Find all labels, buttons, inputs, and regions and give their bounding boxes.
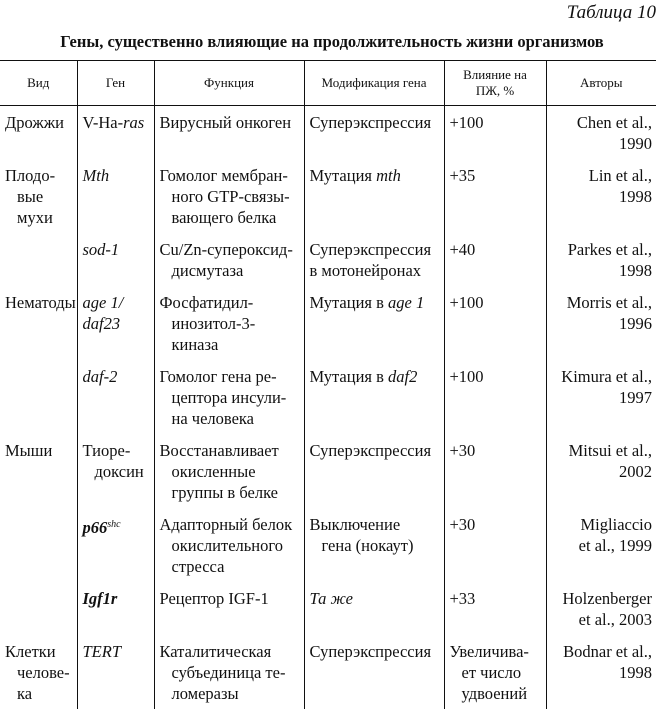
table-row: [0, 233, 656, 286]
authors-cell: Morris et al., 1996: [566, 293, 652, 333]
effect-cell: Увеличива- ет число удвоений: [444, 635, 546, 709]
modification-cell: Суперэкспрессия: [304, 106, 444, 160]
species-cell: Клетки челове- ка: [0, 635, 77, 709]
header-species: Вид: [0, 61, 77, 106]
modification-cell: Суперэкспрессия в мотонейронах: [304, 233, 444, 286]
function-cell: Гомолог гена ре- цептора инсули- на человека: [154, 360, 304, 434]
header-function: Функция: [154, 61, 304, 106]
species-cell: Нематоды: [0, 286, 77, 360]
species-cell: [0, 233, 77, 286]
effect-cell: +100: [444, 286, 546, 360]
function-cell: Гомолог мембран- ного GTP-связы- вающего белка: [154, 159, 304, 233]
table-title: Гены, существенно влияющие на продолжительность жизни организмов: [60, 32, 604, 51]
modification-cell: Та же: [304, 582, 444, 635]
effect-cell: +30: [444, 434, 546, 508]
gene-cell: daf-2: [77, 360, 154, 434]
table-row: [0, 360, 656, 434]
gene-cell: Mth: [77, 159, 154, 233]
header-modification: Модификация гена: [304, 61, 444, 106]
table-row: [0, 508, 656, 582]
species-cell: [0, 360, 77, 434]
species-cell: Мыши: [0, 434, 77, 508]
gene-cell: $p66^{shc}$: [77, 508, 154, 582]
effect-cell: +100: [444, 106, 546, 160]
table-row: [0, 434, 656, 508]
function-cell: Cu/Zn-супероксид- дисмутаза: [154, 233, 304, 286]
modification-cell: Мутация в age 1: [304, 286, 444, 360]
gene-cell: Тиоре- доксин: [77, 434, 154, 508]
modification-cell: Мутация в daf2: [304, 360, 444, 434]
effect-cell: +30: [444, 508, 546, 582]
authors-cell: Chen et al., 1990: [576, 113, 652, 153]
gene-cell: V-Ha-ras: [77, 106, 154, 160]
modification-cell: Мутация mth: [304, 159, 444, 233]
effect-cell: +40: [444, 233, 546, 286]
header-authors: Авторы: [546, 61, 656, 106]
table-caption: Таблица 10: [566, 2, 656, 23]
authors-cell: Bodnar et al., 1998: [563, 642, 652, 682]
table-row: [0, 106, 656, 160]
modification-cell: Суперэкспрессия: [304, 434, 444, 508]
header-row: [0, 61, 656, 106]
table-row: [0, 159, 656, 233]
effect-cell: +33: [444, 582, 546, 635]
gene-cell: age 1/ daf23: [77, 286, 154, 360]
genes-table: [0, 60, 656, 709]
function-cell: Восстанавливает окисленные группы в белке: [154, 434, 304, 508]
authors-cell: Mitsui et al., 2002: [568, 441, 652, 481]
gene-cell: TERT: [77, 635, 154, 709]
gene-cell: Igf1r: [77, 582, 154, 635]
effect-cell: +100: [444, 360, 546, 434]
authors-cell: Lin et al., 1998: [588, 166, 652, 206]
modification-cell: Суперэкспрессия: [304, 635, 444, 709]
gene-cell: sod-1: [77, 233, 154, 286]
authors-cell: Parkes et al., 1998: [567, 240, 652, 280]
table-row: [0, 582, 656, 635]
function-cell: Рецептор IGF-1: [154, 582, 304, 635]
species-cell: [0, 582, 77, 635]
species-cell: Плодо- вые мухи: [0, 159, 77, 233]
authors-cell: Holzenberger et al., 2003: [562, 589, 652, 629]
species-cell: Дрожжи: [0, 106, 77, 160]
table-row: [0, 286, 656, 360]
authors-cell: Kimura et al., 1997: [561, 367, 652, 407]
function-cell: Каталитическая субъединица те- ломеразы: [154, 635, 304, 709]
function-cell: Адапторный белок окислительного стресса: [154, 508, 304, 582]
authors-cell: Migliaccio et al., 1999: [578, 515, 652, 555]
effect-cell: +35: [444, 159, 546, 233]
function-cell: Фосфатидил- инозитол-3- киназа: [154, 286, 304, 360]
header-gene: Ген: [77, 61, 154, 106]
modification-cell: Выключение гена (нокаут): [304, 508, 444, 582]
function-cell: Вирусный онкоген: [154, 106, 304, 160]
species-cell: [0, 508, 77, 582]
header-effect: Влияние на ПЖ, %: [444, 61, 546, 106]
